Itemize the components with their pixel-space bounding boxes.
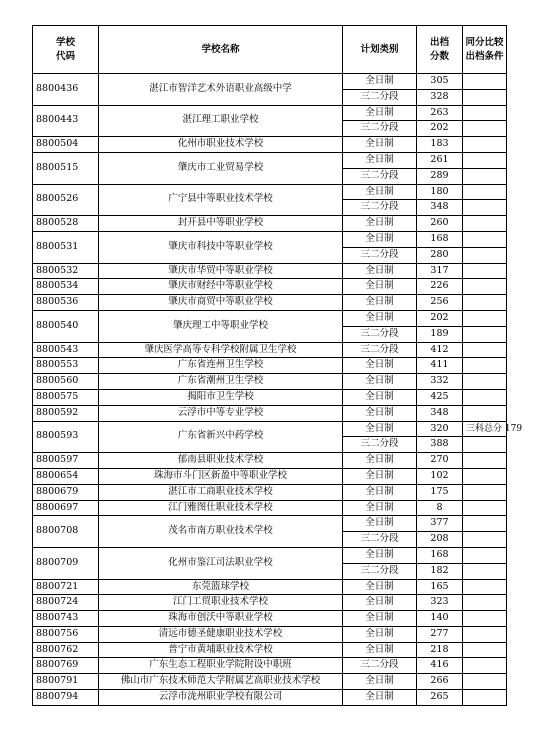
admission-score-sheet	[32, 25, 523, 706]
school-code-cell: 8800654	[33, 468, 99, 484]
table-row	[33, 152, 507, 168]
plan-type-cell: 全日制	[343, 453, 417, 469]
plan-type-cell: 全日制	[343, 74, 417, 90]
school-code-cell: 8800724	[33, 595, 99, 611]
school-name-cell: 封开县中等职业学校	[99, 216, 343, 232]
tie-condition-cell	[463, 611, 507, 627]
school-code-cell: 8800536	[33, 295, 99, 311]
plan-type-cell: 三二分段	[343, 563, 417, 579]
tie-condition-cell	[463, 168, 507, 184]
score-cell: 289	[417, 168, 463, 184]
school-name-cell: 肇庆医学高等专科学校附属卫生学校	[99, 342, 343, 358]
plan-type-cell: 三二分段	[343, 326, 417, 342]
score-cell: 328	[417, 89, 463, 105]
score-cell: 202	[417, 121, 463, 137]
table-row	[33, 137, 507, 153]
tie-condition-cell	[463, 74, 507, 90]
table-header-row	[33, 26, 507, 74]
school-name-cell: 清远市德圣健康职业技术学校	[99, 626, 343, 642]
school-name-cell: 肇庆市工业贸易学校	[99, 152, 343, 184]
tie-condition-cell	[463, 532, 507, 548]
score-cell: 165	[417, 579, 463, 595]
score-cell: 8	[417, 500, 463, 516]
school-code-cell: 8800532	[33, 263, 99, 279]
table-row	[33, 611, 507, 627]
school-name-cell: 云浮市泷州职业学校有限公司	[99, 690, 343, 706]
table-row	[33, 358, 507, 374]
school-code-cell: 8800708	[33, 516, 99, 548]
table-row	[33, 595, 507, 611]
tie-condition-cell	[463, 484, 507, 500]
tie-condition-cell	[463, 547, 507, 563]
score-cell: 168	[417, 547, 463, 563]
school-code-cell: 8800709	[33, 547, 99, 579]
score-cell: 277	[417, 626, 463, 642]
score-cell: 265	[417, 690, 463, 706]
school-code-cell: 8800534	[33, 279, 99, 295]
score-cell: 317	[417, 263, 463, 279]
score-cell: 323	[417, 595, 463, 611]
score-cell: 218	[417, 642, 463, 658]
plan-type-cell: 全日制	[343, 310, 417, 326]
score-cell: 140	[417, 611, 463, 627]
plan-type-cell: 三二分段	[343, 437, 417, 453]
tie-condition-cell	[463, 105, 507, 121]
school-name-cell: 珠海市创沃中等职业学校	[99, 611, 343, 627]
tie-condition-cell	[463, 453, 507, 469]
plan-type-cell: 三二分段	[343, 658, 417, 674]
header-tie-condition: 同分比较 出档条件	[463, 26, 507, 74]
school-code-cell: 8800762	[33, 642, 99, 658]
table-row	[33, 626, 507, 642]
plan-type-cell: 全日制	[343, 184, 417, 200]
tie-condition-cell	[463, 121, 507, 137]
score-cell: 416	[417, 658, 463, 674]
plan-type-cell: 全日制	[343, 374, 417, 390]
school-code-cell: 8800597	[33, 453, 99, 469]
school-name-cell: 广宁县中等职业技术学校	[99, 184, 343, 216]
school-name-cell: 广东省新兴中药学校	[99, 421, 343, 453]
school-name-cell: 肇庆市财经中等职业学校	[99, 279, 343, 295]
table-row	[33, 310, 507, 326]
tie-condition-cell	[463, 326, 507, 342]
school-code-cell: 8800560	[33, 374, 99, 390]
school-name-cell: 揭阳市卫生学校	[99, 389, 343, 405]
tie-condition-cell	[463, 310, 507, 326]
plan-type-cell: 全日制	[343, 611, 417, 627]
plan-type-cell: 三二分段	[343, 247, 417, 263]
plan-type-cell: 三二分段	[343, 532, 417, 548]
tie-condition-cell	[463, 137, 507, 153]
school-name-cell: 湛江市智洋艺术外语职业高级中学	[99, 74, 343, 106]
score-cell: 175	[417, 484, 463, 500]
school-code-cell: 8800515	[33, 152, 99, 184]
school-name-cell: 广东省连州卫生学校	[99, 358, 343, 374]
tie-condition-cell	[463, 563, 507, 579]
plan-type-cell: 全日制	[343, 500, 417, 516]
school-name-cell: 茂名市南方职业技术学校	[99, 516, 343, 548]
school-code-cell: 8800794	[33, 690, 99, 706]
table-row	[33, 389, 507, 405]
table-row	[33, 279, 507, 295]
table-row	[33, 216, 507, 232]
school-name-cell: 东莞篮球学校	[99, 579, 343, 595]
plan-type-cell: 全日制	[343, 626, 417, 642]
table-row	[33, 421, 507, 437]
table-row	[33, 405, 507, 421]
tie-condition-cell	[463, 374, 507, 390]
tie-condition-cell	[463, 690, 507, 706]
plan-type-cell: 全日制	[343, 137, 417, 153]
score-cell: 183	[417, 137, 463, 153]
table-body	[33, 74, 523, 706]
tie-condition-cell	[463, 674, 507, 690]
plan-type-cell: 全日制	[343, 263, 417, 279]
plan-type-cell: 全日制	[343, 389, 417, 405]
table-row	[33, 484, 507, 500]
plan-type-cell: 全日制	[343, 295, 417, 311]
score-cell: 182	[417, 563, 463, 579]
score-cell: 320	[417, 421, 463, 437]
score-cell: 168	[417, 231, 463, 247]
school-code-cell: 8800756	[33, 626, 99, 642]
tie-condition-cell	[463, 295, 507, 311]
tie-condition-cell	[463, 263, 507, 279]
tie-condition-cell	[463, 200, 507, 216]
plan-type-cell: 全日制	[343, 674, 417, 690]
school-name-cell: 广东省潮州卫生学校	[99, 374, 343, 390]
score-cell: 305	[417, 74, 463, 90]
tie-condition-cell	[463, 437, 507, 453]
tie-condition-cell	[463, 642, 507, 658]
score-cell: 202	[417, 310, 463, 326]
tie-condition-cell	[463, 579, 507, 595]
school-name-cell: 肇庆市华贸中等职业学校	[99, 263, 343, 279]
school-code-cell: 8800593	[33, 421, 99, 453]
school-name-cell: 广东生态工程职业学院附设中职班	[99, 658, 343, 674]
plan-type-cell: 全日制	[343, 690, 417, 706]
school-code-cell: 8800528	[33, 216, 99, 232]
score-cell: 377	[417, 516, 463, 532]
plan-type-cell: 全日制	[343, 405, 417, 421]
score-cell: 348	[417, 405, 463, 421]
score-cell: 425	[417, 389, 463, 405]
tie-condition-cell	[463, 231, 507, 247]
table-row	[33, 642, 507, 658]
header-school-code: 学校 代码	[33, 26, 99, 74]
score-cell: 332	[417, 374, 463, 390]
plan-type-cell: 全日制	[343, 516, 417, 532]
school-name-cell: 肇庆理工中等职业学校	[99, 310, 343, 342]
school-code-cell: 8800721	[33, 579, 99, 595]
tie-condition-cell	[463, 500, 507, 516]
plan-type-cell: 三二分段	[343, 342, 417, 358]
plan-type-cell: 全日制	[343, 279, 417, 295]
plan-type-cell: 全日制	[343, 216, 417, 232]
school-code-cell: 8800526	[33, 184, 99, 216]
school-code-cell: 8800791	[33, 674, 99, 690]
score-cell: 180	[417, 184, 463, 200]
table-row	[33, 295, 507, 311]
score-cell: 412	[417, 342, 463, 358]
table-row	[33, 374, 507, 390]
tie-condition-cell	[463, 595, 507, 611]
tie-condition-cell	[463, 216, 507, 232]
school-name-cell: 化州市职业技术学校	[99, 137, 343, 153]
tie-condition-cell	[463, 184, 507, 200]
school-name-cell: 湛江理工职业学校	[99, 105, 343, 137]
score-cell: 280	[417, 247, 463, 263]
school-code-cell: 8800679	[33, 484, 99, 500]
school-name-cell: 肇庆市商贸中等职业学校	[99, 295, 343, 311]
score-cell: 208	[417, 532, 463, 548]
plan-type-cell: 全日制	[343, 547, 417, 563]
plan-type-cell: 全日制	[343, 231, 417, 247]
table-row	[33, 516, 507, 532]
plan-type-cell: 全日制	[343, 105, 417, 121]
school-name-cell: 云浮市中等专业学校	[99, 405, 343, 421]
table-row	[33, 658, 507, 674]
tie-condition-cell: 三科总分 179	[463, 421, 507, 437]
table-row	[33, 500, 507, 516]
plan-type-cell: 三二分段	[343, 121, 417, 137]
tie-condition-cell	[463, 626, 507, 642]
table-row	[33, 547, 507, 563]
table-row	[33, 105, 507, 121]
table-row	[33, 674, 507, 690]
school-name-cell: 肇庆市科技中等职业学校	[99, 231, 343, 263]
table-row	[33, 468, 507, 484]
tie-condition-cell	[463, 516, 507, 532]
table-row	[33, 263, 507, 279]
school-name-cell: 江门工贸职业技术学校	[99, 595, 343, 611]
table-row	[33, 453, 507, 469]
tie-condition-cell	[463, 89, 507, 105]
score-cell: 411	[417, 358, 463, 374]
score-cell: 388	[417, 437, 463, 453]
header-score: 出档 分数	[417, 26, 463, 74]
school-code-cell: 8800697	[33, 500, 99, 516]
tie-condition-cell	[463, 152, 507, 168]
plan-type-cell: 全日制	[343, 421, 417, 437]
plan-type-cell: 全日制	[343, 358, 417, 374]
score-cell: 260	[417, 216, 463, 232]
tie-condition-cell	[463, 658, 507, 674]
tie-condition-cell	[463, 389, 507, 405]
school-name-cell: 普宁市黄埔职业技术学校	[99, 642, 343, 658]
tie-condition-cell	[463, 358, 507, 374]
table-row	[33, 231, 507, 247]
school-code-cell: 8800543	[33, 342, 99, 358]
score-cell: 226	[417, 279, 463, 295]
plan-type-cell: 全日制	[343, 579, 417, 595]
school-code-cell: 8800531	[33, 231, 99, 263]
score-cell: 263	[417, 105, 463, 121]
school-code-cell: 8800592	[33, 405, 99, 421]
header-school-name: 学校名称	[99, 26, 343, 74]
school-code-cell: 8800443	[33, 105, 99, 137]
school-name-cell: 郁南县职业技术学校	[99, 453, 343, 469]
school-code-cell: 8800553	[33, 358, 99, 374]
school-name-cell: 江门雅图仕职业技术学校	[99, 500, 343, 516]
table-row	[33, 342, 507, 358]
school-code-cell: 8800504	[33, 137, 99, 153]
score-cell: 270	[417, 453, 463, 469]
plan-type-cell: 全日制	[343, 468, 417, 484]
score-cell: 189	[417, 326, 463, 342]
plan-type-cell: 三二分段	[343, 89, 417, 105]
plan-type-cell: 全日制	[343, 595, 417, 611]
plan-type-cell: 三二分段	[343, 200, 417, 216]
school-code-cell: 8800540	[33, 310, 99, 342]
school-code-cell: 8800769	[33, 658, 99, 674]
score-cell: 102	[417, 468, 463, 484]
score-cell: 266	[417, 674, 463, 690]
tie-condition-cell	[463, 405, 507, 421]
school-name-cell: 珠海市斗门区新盈中等职业学校	[99, 468, 343, 484]
header-plan-type: 计划类别	[343, 26, 417, 74]
school-code-cell: 8800436	[33, 74, 99, 106]
plan-type-cell: 全日制	[343, 152, 417, 168]
plan-type-cell: 全日制	[343, 642, 417, 658]
score-cell: 348	[417, 200, 463, 216]
school-name-cell: 佛山市广东技术师范大学附属艺高职业技术学校	[99, 674, 343, 690]
plan-type-cell: 全日制	[343, 484, 417, 500]
tie-condition-cell	[463, 247, 507, 263]
table-row	[33, 690, 507, 706]
tie-condition-cell	[463, 342, 507, 358]
admission-score-table	[32, 25, 523, 706]
tie-condition-cell	[463, 279, 507, 295]
school-name-cell: 湛江市工商职业技术学校	[99, 484, 343, 500]
score-cell: 261	[417, 152, 463, 168]
plan-type-cell: 三二分段	[343, 168, 417, 184]
school-code-cell: 8800575	[33, 389, 99, 405]
tie-condition-cell	[463, 468, 507, 484]
table-row	[33, 184, 507, 200]
table-row	[33, 579, 507, 595]
table-row	[33, 74, 507, 90]
school-code-cell: 8800743	[33, 611, 99, 627]
score-cell: 256	[417, 295, 463, 311]
school-name-cell: 化州市鉴江司法职业学校	[99, 547, 343, 579]
